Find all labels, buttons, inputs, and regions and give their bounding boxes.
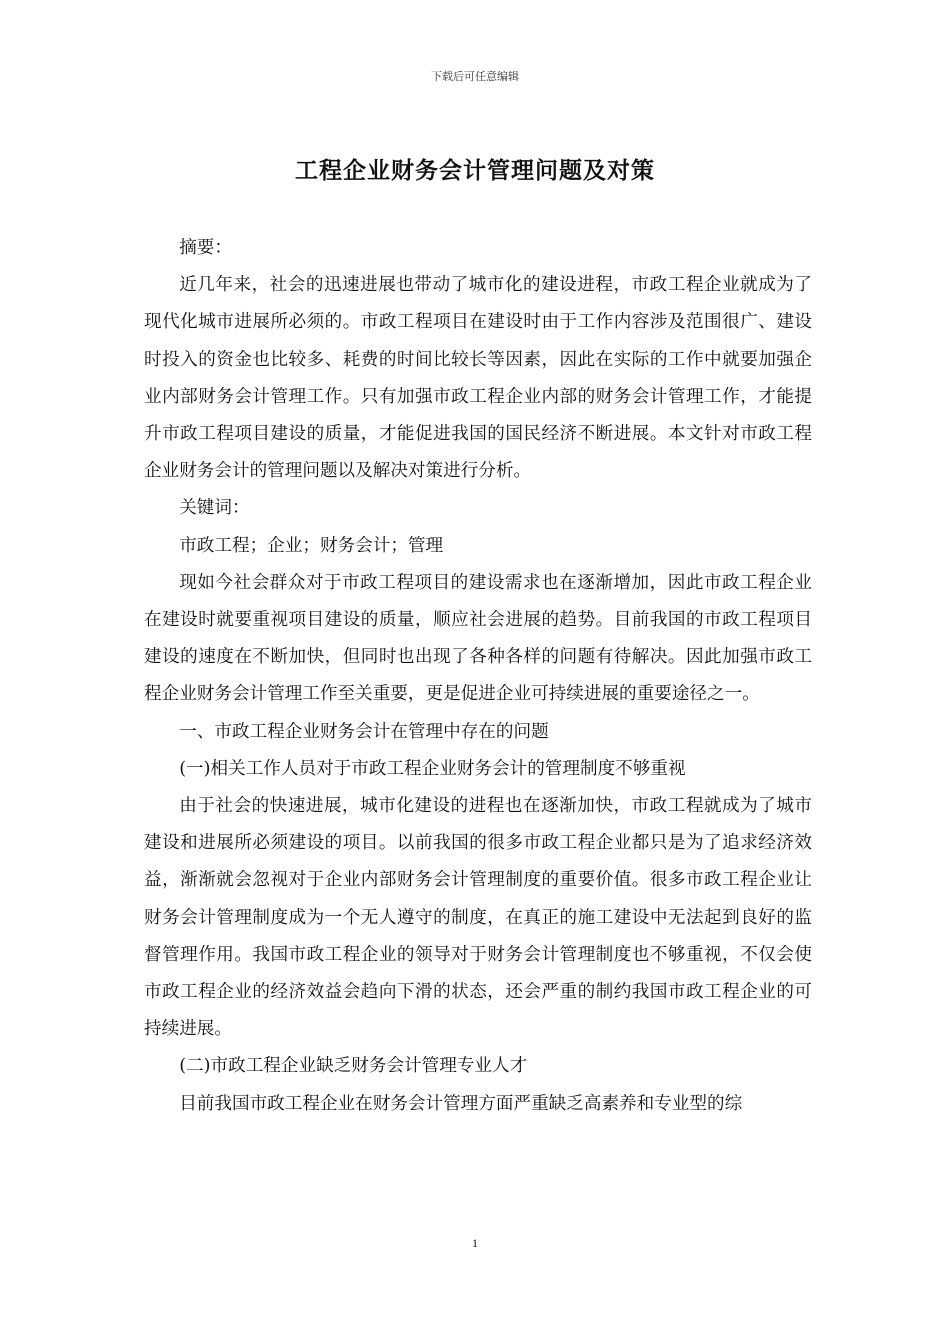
keywords-heading: 关键词： [179,498,250,519]
page-header-note: 下载后可任意编辑 [431,70,519,83]
intro-paragraph: 现如今社会群众对于市政工程项目的建设需求也在逐渐增加，因此市政工程企业在建设时就要重视项目建设的质量，顺应社会进展的趋势。目前我国的市政工程项目建设的速度在不断加快，但同时也出现了各种各样的问题有待解决。因此加强市政工程企业财务会计管理工作至关重要，更是促进企业可持续进展的重要途径之一。 [144,572,812,705]
abstract-heading: 摘要： [179,238,232,258]
section-heading-1: 一、市政工程企业财务会计在管理中存在的问题 [179,721,549,742]
page-number: 1 [472,1236,478,1250]
subsection-heading-1: (一)相关工作人员对于市政工程企业财务会计的管理制度不够重视 [179,758,686,779]
subsection-paragraph-2: 目前我国市政工程企业在财务会计管理方面严重缺乏高素养和专业型的综 [179,1093,743,1114]
document-body [144,230,812,1123]
subsection-heading-2: (二)市政工程企业缺乏财务会计管理专业人才 [179,1056,528,1077]
document-title: 工程企业财务会计管理问题及对策 [295,158,655,184]
abstract-paragraph: 近几年来，社会的迅速进展也带动了城市化的建设进程，市政工程企业就成为了现代化城市进展所必须的。市政工程项目在建设时由于工作内容涉及范围很广、建设时投入的资金也比较多、耗费的时间比较长等因素，因此在实际的工作中就要加强企业内部财务会计管理工作。只有加强市政工程企业内部的财务会计管理工作，才能提升市政工程项目建设的质量，才能促进我国的国民经济不断进展。本文针对市政工程企业财务会计的管理问题以及解决对策进行分析。 [144,275,812,482]
subsection-paragraph-1: 由于社会的快速进展，城市化建设的进程也在逐渐加快，市政工程就成为了城市建设和进展所必须建设的项目。以前我国的很多市政工程企业都只是为了追求经济效益，渐渐就会忽视对于企业内部财务会计管理制度的重要价值。很多市政工程企业让财务会计管理制度成为一个无人遵守的制度，在真正的施工建设中无法起到良好的监督管理作用。我国市政工程企业的领导对于财务会计管理制度也不够重视，不仅会使市政工程企业的经济效益会趋向下滑的状态，还会严重的制约我国市政工程企业的可持续进展。 [144,796,812,1040]
keywords-list: 市政工程；企业；财务会计；管理 [179,535,444,556]
